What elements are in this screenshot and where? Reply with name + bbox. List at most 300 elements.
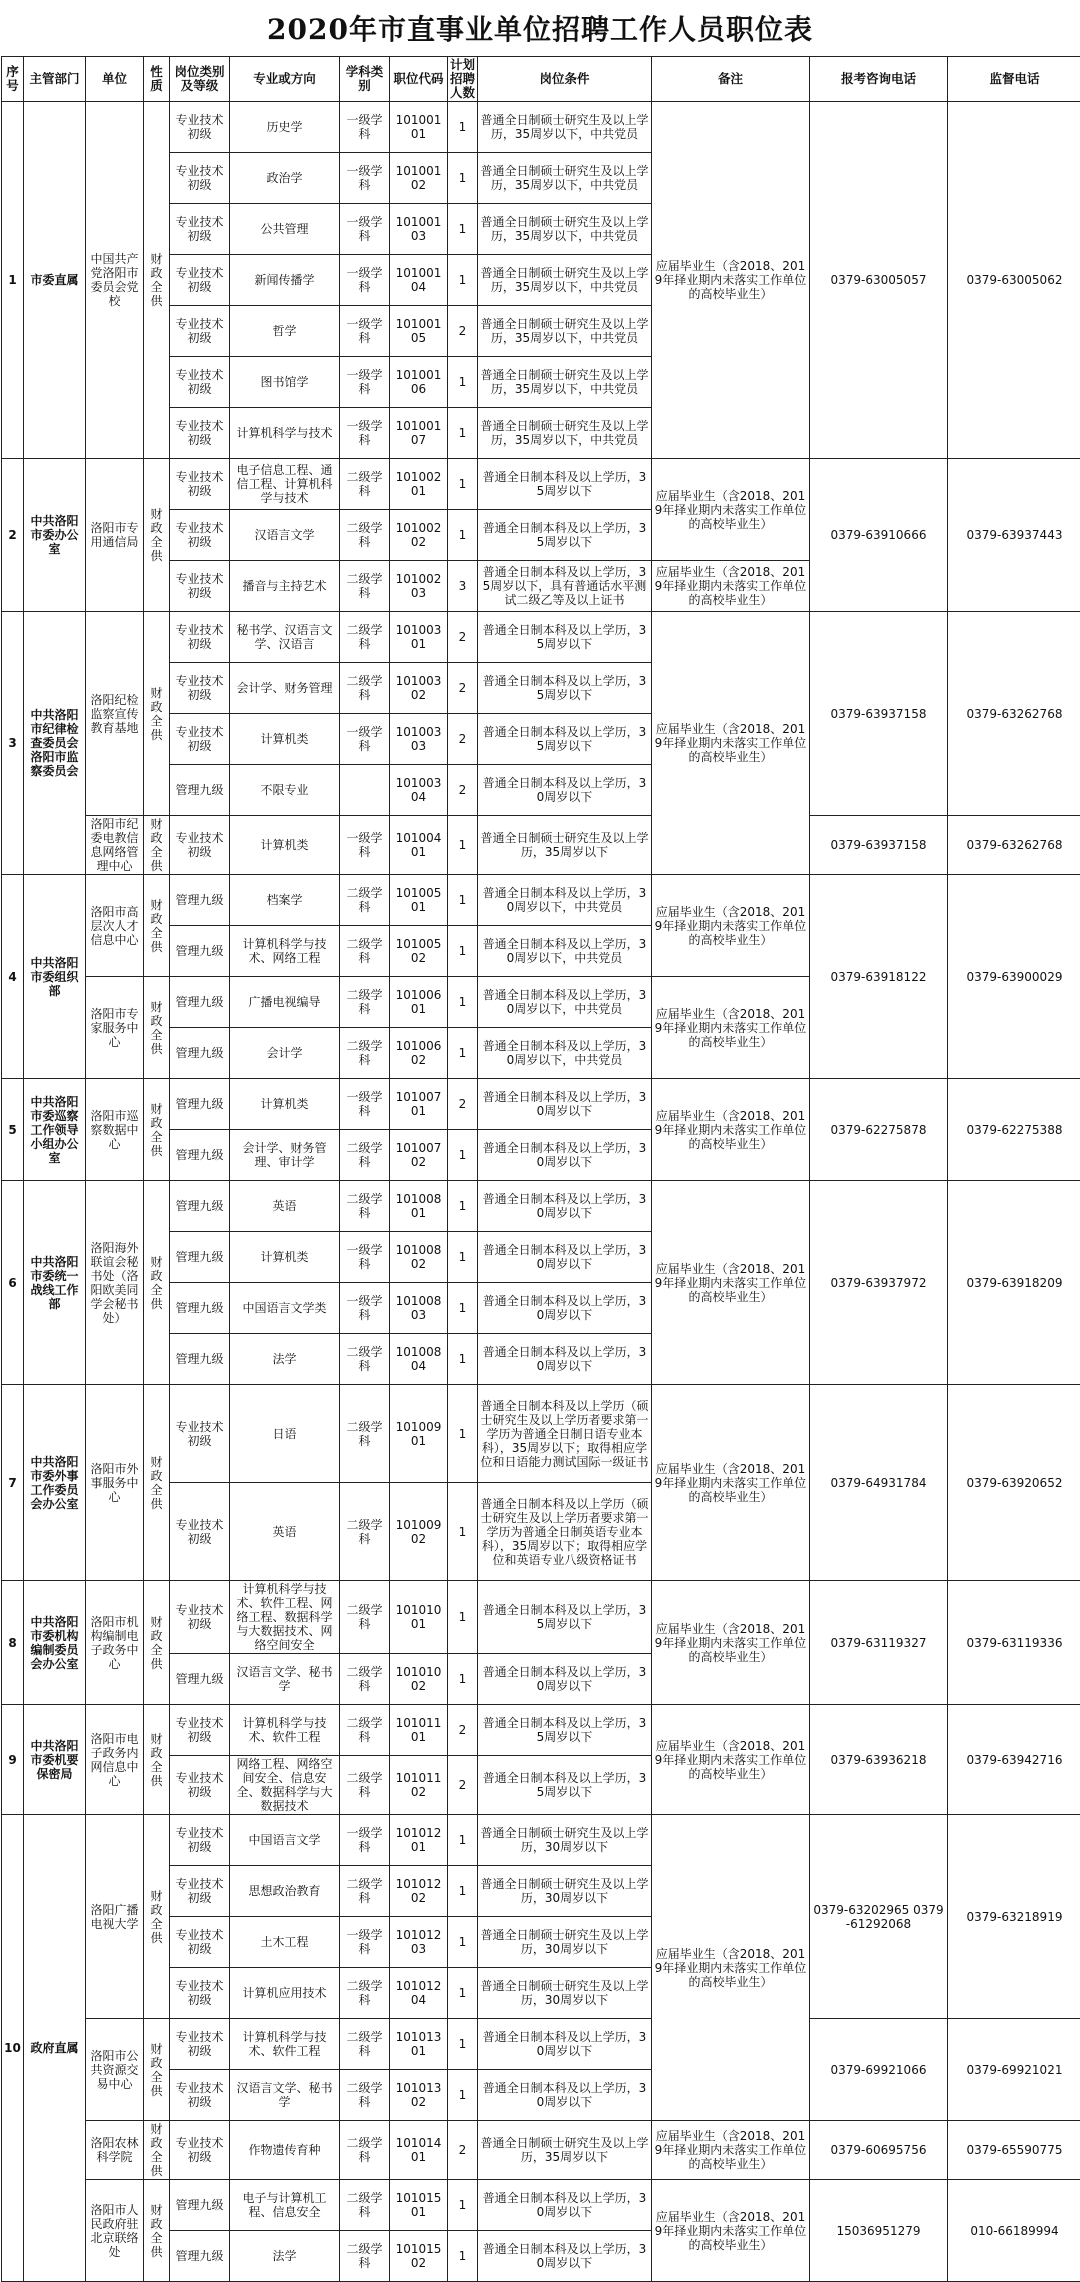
subject-category-cell: 二级学科 [340,1654,390,1705]
header-cell: 序号 [2,57,24,102]
post-code-cell: 10100804 [390,1334,448,1385]
unit-cell: 洛阳市外事服务中心 [86,1385,144,1581]
supervision-phone-cell: 0379-63918209 [948,1181,1080,1385]
major-cell: 汉语言文学、秘书学 [230,2070,340,2121]
unit-cell: 洛阳市巡察数据中心 [86,1079,144,1181]
headcount-cell: 1 [448,255,478,306]
headcount-cell: 1 [448,1581,478,1654]
major-cell: 不限专业 [230,765,340,816]
row-number-cell: 10 [2,1815,24,2282]
header-cell: 单位 [86,57,144,102]
post-level-cell: 专业技术初级 [170,357,230,408]
requirements-cell: 普通全日制本科及以上学历，30周岁以下，中共党员 [478,875,652,926]
post-code-cell: 10101301 [390,2019,448,2070]
supervision-phone-cell: 0379-62275388 [948,1079,1080,1181]
subject-category-cell: 一级学科 [340,1232,390,1283]
unit-cell: 洛阳市专用通信局 [86,459,144,612]
funding-cell: 财政全供 [144,1079,170,1181]
post-code-cell: 10100501 [390,875,448,926]
requirements-cell: 普通全日制硕士研究生及以上学历，35周岁以下 [478,816,652,875]
funding-cell: 财政全供 [144,1705,170,1815]
inquiry-phone-cell: 15036951279 [810,2180,948,2282]
funding-cell: 财政全供 [144,102,170,459]
supervision-phone-cell: 0379-63218919 [948,1815,1080,2019]
department-cell: 中共洛阳市委机要保密局 [24,1705,86,1815]
post-code-cell: 10100105 [390,306,448,357]
post-level-cell: 专业技术初级 [170,204,230,255]
header-row [2,57,1080,102]
major-cell: 电子与计算机工程、信息安全 [230,2180,340,2231]
requirements-cell: 普通全日制本科及以上学历，35周岁以下 [478,663,652,714]
requirements-cell: 普通全日制本科及以上学历，30周岁以下 [478,1079,652,1130]
department-cell: 市委直属 [24,102,86,459]
post-level-cell: 专业技术初级 [170,306,230,357]
major-cell: 计算机应用技术 [230,1968,340,2019]
post-level-cell: 专业技术初级 [170,510,230,561]
post-code-cell: 10101502 [390,2231,448,2282]
supervision-phone-cell: 0379-63937443 [948,459,1080,612]
requirements-cell: 普通全日制本科及以上学历，30周岁以下 [478,765,652,816]
headcount-cell: 1 [448,1866,478,1917]
post-level-cell: 专业技术初级 [170,1385,230,1483]
table-row [2,1581,1080,1654]
requirements-cell: 普通全日制硕士研究生及以上学历，35周岁以下，中共党员 [478,255,652,306]
headcount-cell: 2 [448,1705,478,1756]
supervision-phone-cell: 0379-63920652 [948,1385,1080,1581]
post-code-cell: 10100802 [390,1232,448,1283]
table-row [2,816,1080,875]
post-level-cell: 专业技术初级 [170,1866,230,1917]
requirements-cell: 普通全日制本科及以上学历，30周岁以下 [478,2019,652,2070]
headcount-cell: 1 [448,1654,478,1705]
requirements-cell: 普通全日制硕士研究生及以上学历，35周岁以下，中共党员 [478,153,652,204]
supervision-phone-cell: 0379-63942716 [948,1705,1080,1815]
department-cell: 中共洛阳市委机构编制委员会办公室 [24,1581,86,1705]
header-cell: 岗位类别及等级 [170,57,230,102]
row-number-cell: 6 [2,1181,24,1385]
subject-category-cell: 一级学科 [340,153,390,204]
post-code-cell: 10100106 [390,357,448,408]
requirements-cell: 普通全日制硕士研究生及以上学历，35周岁以下，中共党员 [478,306,652,357]
headcount-cell: 1 [448,1334,478,1385]
post-code-cell: 10100201 [390,459,448,510]
unit-cell: 洛阳市机构编制电子政务中心 [86,1581,144,1705]
headcount-cell: 2 [448,612,478,663]
header-cell: 学科类别 [340,57,390,102]
major-cell: 计算机类 [230,1079,340,1130]
unit-cell: 洛阳市专家服务中心 [86,977,144,1079]
major-cell: 播音与主持艺术 [230,561,340,612]
major-cell: 哲学 [230,306,340,357]
subject-category-cell: 二级学科 [340,1756,390,1815]
major-cell: 日语 [230,1385,340,1483]
subject-category-cell: 二级学科 [340,1581,390,1654]
table-row [2,102,1080,153]
remarks-cell: 应届毕业生（含2018、2019年择业期内未落实工作单位的高校毕业生） [652,561,810,612]
unit-cell: 中国共产党洛阳市委员会党校 [86,102,144,459]
remarks-cell: 应届毕业生（含2018、2019年择业期内未落实工作单位的高校毕业生） [652,1079,810,1181]
inquiry-phone-cell: 0379-64931784 [810,1385,948,1581]
post-code-cell: 10100104 [390,255,448,306]
requirements-cell: 普通全日制本科及以上学历，30周岁以下 [478,1334,652,1385]
subject-category-cell: 二级学科 [340,1334,390,1385]
header-cell: 监督电话 [948,57,1080,102]
subject-category-cell: 一级学科 [340,255,390,306]
inquiry-phone-cell: 0379-63936218 [810,1705,948,1815]
requirements-cell: 普通全日制本科及以上学历，30周岁以下 [478,1283,652,1334]
major-cell: 历史学 [230,102,340,153]
headcount-cell: 2 [448,714,478,765]
headcount-cell: 1 [448,1028,478,1079]
subject-category-cell: 二级学科 [340,2180,390,2231]
major-cell: 计算机类 [230,714,340,765]
supervision-phone-cell: 0379-63005062 [948,102,1080,459]
subject-category-cell: 二级学科 [340,459,390,510]
post-code-cell: 10101302 [390,2070,448,2121]
headcount-cell: 1 [448,1917,478,1968]
header-cell: 计划招聘人数 [448,57,478,102]
post-code-cell: 10100502 [390,926,448,977]
major-cell: 电子信息工程、通信工程、计算机科学与技术 [230,459,340,510]
headcount-cell: 1 [448,102,478,153]
major-cell: 英语 [230,1181,340,1232]
requirements-cell: 普通全日制本科及以上学历，35周岁以下 [478,1705,652,1756]
subject-category-cell: 二级学科 [340,1181,390,1232]
major-cell: 网络工程、网络空间安全、信息安全、数据科学与大数据技术 [230,1756,340,1815]
major-cell: 新闻传播学 [230,255,340,306]
major-cell: 法学 [230,1334,340,1385]
remarks-cell: 应届毕业生（含2018、2019年择业期内未落实工作单位的高校毕业生） [652,459,810,561]
post-level-cell: 专业技术初级 [170,408,230,459]
post-code-cell: 10100901 [390,1385,448,1483]
post-level-cell: 专业技术初级 [170,1581,230,1654]
post-level-cell: 管理九级 [170,2180,230,2231]
remarks-cell: 应届毕业生（含2018、2019年择业期内未落实工作单位的高校毕业生） [652,1815,810,2121]
major-cell: 档案学 [230,875,340,926]
post-level-cell: 专业技术初级 [170,102,230,153]
supervision-phone-cell: 0379-63900029 [948,875,1080,1079]
remarks-cell: 应届毕业生（含2018、2019年择业期内未落实工作单位的高校毕业生） [652,612,810,875]
major-cell: 法学 [230,2231,340,2282]
header-cell: 专业或方向 [230,57,340,102]
subject-category-cell: 二级学科 [340,2019,390,2070]
inquiry-phone-cell: 0379-63910666 [810,459,948,612]
post-level-cell: 管理九级 [170,977,230,1028]
subject-category-cell: 一级学科 [340,1079,390,1130]
post-level-cell: 专业技术初级 [170,1756,230,1815]
remarks-cell: 应届毕业生（含2018、2019年择业期内未落实工作单位的高校毕业生） [652,1385,810,1581]
post-code-cell: 10100102 [390,153,448,204]
unit-cell: 洛阳市纪委电教信息网络管理中心 [86,816,144,875]
remarks-cell: 应届毕业生（含2018、2019年择业期内未落实工作单位的高校毕业生） [652,1581,810,1705]
headcount-cell: 2 [448,1756,478,1815]
positions-table [1,56,1080,2282]
funding-cell: 财政全供 [144,459,170,612]
post-code-cell: 10100602 [390,1028,448,1079]
remarks-cell: 应届毕业生（含2018、2019年择业期内未落实工作单位的高校毕业生） [652,2121,810,2180]
funding-cell: 财政全供 [144,2019,170,2121]
headcount-cell: 2 [448,663,478,714]
major-cell: 计算机类 [230,816,340,875]
funding-cell: 财政全供 [144,1181,170,1385]
headcount-cell: 1 [448,926,478,977]
major-cell: 会计学 [230,1028,340,1079]
post-code-cell: 10100702 [390,1130,448,1181]
headcount-cell: 1 [448,2070,478,2121]
inquiry-phone-cell: 0379-63937158 [810,816,948,875]
inquiry-phone-cell: 0379-63918122 [810,875,948,1079]
headcount-cell: 1 [448,1130,478,1181]
major-cell: 计算机科学与技术 [230,408,340,459]
requirements-cell: 普通全日制硕士研究生及以上学历，35周岁以下，中共党员 [478,102,652,153]
row-number-cell: 3 [2,612,24,875]
department-cell: 政府直属 [24,1815,86,2282]
funding-cell: 财政全供 [144,612,170,816]
row-number-cell: 9 [2,1705,24,1815]
subject-category-cell: 一级学科 [340,816,390,875]
major-cell: 计算机科学与技术、网络工程 [230,926,340,977]
supervision-phone-cell: 0379-65590775 [948,2121,1080,2180]
subject-category-cell: 二级学科 [340,1028,390,1079]
post-code-cell: 10101203 [390,1917,448,1968]
table-row [2,1385,1080,1483]
post-level-cell: 专业技术初级 [170,612,230,663]
headcount-cell: 1 [448,1815,478,1866]
headcount-cell: 1 [448,153,478,204]
subject-category-cell: 二级学科 [340,2070,390,2121]
row-number-cell: 8 [2,1581,24,1705]
requirements-cell: 普通全日制本科及以上学历，30周岁以下 [478,2231,652,2282]
table-row [2,2180,1080,2231]
post-code-cell: 10101501 [390,2180,448,2231]
post-code-cell: 10100304 [390,765,448,816]
post-level-cell: 专业技术初级 [170,714,230,765]
major-cell: 英语 [230,1483,340,1581]
table-row [2,1705,1080,1756]
post-code-cell: 10100803 [390,1283,448,1334]
headcount-cell: 1 [448,1232,478,1283]
post-level-cell: 专业技术初级 [170,2019,230,2070]
headcount-cell: 1 [448,2019,478,2070]
remarks-cell: 应届毕业生（含2018、2019年择业期内未落实工作单位的高校毕业生） [652,2180,810,2282]
post-code-cell: 10100401 [390,816,448,875]
post-code-cell: 10100101 [390,102,448,153]
subject-category-cell: 一级学科 [340,714,390,765]
subject-category-cell: 二级学科 [340,2231,390,2282]
requirements-cell: 普通全日制硕士研究生及以上学历，30周岁以下 [478,1815,652,1866]
major-cell: 思想政治教育 [230,1866,340,1917]
requirements-cell: 普通全日制硕士研究生及以上学历，35周岁以下，中共党员 [478,408,652,459]
post-code-cell: 10101202 [390,1866,448,1917]
post-code-cell: 10100902 [390,1483,448,1581]
department-cell: 中共洛阳市委组织部 [24,875,86,1079]
unit-cell: 洛阳市公共资源交易中心 [86,2019,144,2121]
table-row [2,1079,1080,1130]
major-cell: 计算机科学与技术、软件工程 [230,2019,340,2070]
unit-cell: 洛阳海外联谊会秘书处（洛阳欧美同学会秘书处） [86,1181,144,1385]
post-level-cell: 专业技术初级 [170,255,230,306]
headcount-cell: 1 [448,875,478,926]
post-level-cell: 专业技术初级 [170,2070,230,2121]
major-cell: 计算机科学与技术、软件工程、网络工程、数据科学与大数据技术、网络空间安全 [230,1581,340,1654]
post-code-cell: 10101001 [390,1581,448,1654]
unit-cell: 洛阳广播电视大学 [86,1815,144,2019]
post-level-cell: 管理九级 [170,1334,230,1385]
row-number-cell: 5 [2,1079,24,1181]
headcount-cell: 1 [448,357,478,408]
remarks-cell: 应届毕业生（含2018、2019年择业期内未落实工作单位的高校毕业生） [652,1705,810,1815]
inquiry-phone-cell: 0379-62275878 [810,1079,948,1181]
post-level-cell: 管理九级 [170,1283,230,1334]
supervision-phone-cell: 0379-63262768 [948,612,1080,816]
major-cell: 中国语言文学类 [230,1283,340,1334]
funding-cell: 财政全供 [144,816,170,875]
funding-cell: 财政全供 [144,875,170,977]
supervision-phone-cell: 0379-63119336 [948,1581,1080,1705]
remarks-cell: 应届毕业生（含2018、2019年择业期内未落实工作单位的高校毕业生） [652,102,810,459]
post-code-cell: 10101102 [390,1756,448,1815]
post-code-cell: 10100107 [390,408,448,459]
major-cell: 计算机类 [230,1232,340,1283]
requirements-cell: 普通全日制本科及以上学历，30周岁以下 [478,1654,652,1705]
subject-category-cell: 二级学科 [340,1130,390,1181]
post-code-cell: 10100303 [390,714,448,765]
remarks-cell: 应届毕业生（含2018、2019年择业期内未落实工作单位的高校毕业生） [652,977,810,1079]
header-cell: 职位代码 [390,57,448,102]
table-row [2,612,1080,663]
post-code-cell: 10100701 [390,1079,448,1130]
table-row [2,1181,1080,1232]
inquiry-phone-cell: 0379-63202965 0379-61292068 [810,1815,948,2019]
subject-category-cell: 二级学科 [340,612,390,663]
table-row [2,875,1080,926]
unit-cell: 洛阳市电子政务内网信息中心 [86,1705,144,1815]
headcount-cell: 2 [448,765,478,816]
subject-category-cell: 一级学科 [340,1917,390,1968]
headcount-cell: 1 [448,1385,478,1483]
headcount-cell: 3 [448,561,478,612]
subject-category-cell: 二级学科 [340,1968,390,2019]
department-cell: 中共洛阳市委巡察工作领导小组办公室 [24,1079,86,1181]
post-code-cell: 10101201 [390,1815,448,1866]
inquiry-phone-cell: 0379-63005057 [810,102,948,459]
post-code-cell: 10100203 [390,561,448,612]
subject-category-cell: 一级学科 [340,204,390,255]
post-level-cell: 管理九级 [170,2231,230,2282]
post-code-cell: 10101101 [390,1705,448,1756]
post-code-cell: 10100601 [390,977,448,1028]
supervision-phone-cell: 0379-63262768 [948,816,1080,875]
post-level-cell: 管理九级 [170,1028,230,1079]
unit-cell: 洛阳市人民政府驻北京联络处 [86,2180,144,2282]
subject-category-cell: 二级学科 [340,510,390,561]
inquiry-phone-cell: 0379-60695756 [810,2121,948,2180]
subject-category-cell: 二级学科 [340,663,390,714]
major-cell: 秘书学、汉语言文学、汉语言 [230,612,340,663]
requirements-cell: 普通全日制本科及以上学历，30周岁以下，中共党员 [478,1028,652,1079]
requirements-cell: 普通全日制硕士研究生及以上学历，30周岁以下 [478,1866,652,1917]
headcount-cell: 1 [448,1181,478,1232]
subject-category-cell: 二级学科 [340,926,390,977]
unit-cell: 洛阳农林科学院 [86,2121,144,2180]
requirements-cell: 普通全日制本科及以上学历，30周岁以下 [478,2070,652,2121]
post-level-cell: 管理九级 [170,1130,230,1181]
inquiry-phone-cell: 0379-63937972 [810,1181,948,1385]
requirements-cell: 普通全日制本科及以上学历，30周岁以下 [478,2180,652,2231]
inquiry-phone-cell: 0379-63937158 [810,612,948,816]
remarks-cell: 应届毕业生（含2018、2019年择业期内未落实工作单位的高校毕业生） [652,875,810,977]
post-code-cell: 10100202 [390,510,448,561]
requirements-cell: 普通全日制本科及以上学历，35周岁以下 [478,714,652,765]
post-level-cell: 专业技术初级 [170,1815,230,1866]
requirements-cell: 普通全日制本科及以上学历，35周岁以下 [478,1581,652,1654]
row-number-cell: 1 [2,102,24,459]
requirements-cell: 普通全日制本科及以上学历，35周岁以下，具有普通话水平测试二级乙等及以上证书 [478,561,652,612]
major-cell: 政治学 [230,153,340,204]
subject-category-cell: 一级学科 [340,408,390,459]
post-level-cell: 专业技术初级 [170,1705,230,1756]
headcount-cell: 1 [448,816,478,875]
subject-category-cell: 一级学科 [340,357,390,408]
funding-cell: 财政全供 [144,2180,170,2282]
headcount-cell: 1 [448,510,478,561]
post-code-cell: 10100801 [390,1181,448,1232]
requirements-cell: 普通全日制本科及以上学历（硕士研究生及以上学历者要求第一学历为普通全日制日语专业本科），35周岁以下；取得相应学位和日语能力测试国际一级证书 [478,1385,652,1483]
headcount-cell: 1 [448,977,478,1028]
remarks-cell: 应届毕业生（含2018、2019年择业期内未落实工作单位的高校毕业生） [652,1181,810,1385]
supervision-phone-cell: 010-66189994 [948,2180,1080,2282]
post-level-cell: 管理九级 [170,1181,230,1232]
subject-category-cell: 一级学科 [340,1815,390,1866]
requirements-cell: 普通全日制硕士研究生及以上学历，35周岁以下，中共党员 [478,204,652,255]
post-level-cell: 专业技术初级 [170,2121,230,2180]
post-code-cell: 10100103 [390,204,448,255]
headcount-cell: 1 [448,1483,478,1581]
major-cell: 中国语言文学 [230,1815,340,1866]
requirements-cell: 普通全日制本科及以上学历，30周岁以下 [478,1130,652,1181]
post-level-cell: 管理九级 [170,1654,230,1705]
headcount-cell: 1 [448,204,478,255]
subject-category-cell: 二级学科 [340,1385,390,1483]
row-number-cell: 4 [2,875,24,1079]
post-level-cell: 专业技术初级 [170,1968,230,2019]
requirements-cell: 普通全日制硕士研究生及以上学历，30周岁以下 [478,1917,652,1968]
requirements-cell: 普通全日制本科及以上学历，35周岁以下 [478,1756,652,1815]
funding-cell: 财政全供 [144,2121,170,2180]
subject-category-cell: 一级学科 [340,1283,390,1334]
major-cell: 作物遗传育种 [230,2121,340,2180]
headcount-cell: 1 [448,1283,478,1334]
table-row [2,1815,1080,1866]
subject-category-cell: 二级学科 [340,2121,390,2180]
post-level-cell: 管理九级 [170,926,230,977]
header-cell: 岗位条件 [478,57,652,102]
headcount-cell: 2 [448,306,478,357]
headcount-cell: 1 [448,1968,478,2019]
unit-cell: 洛阳纪检监察宣传教育基地 [86,612,144,816]
post-level-cell: 专业技术初级 [170,561,230,612]
post-code-cell: 10100302 [390,663,448,714]
table-row [2,2019,1080,2070]
funding-cell: 财政全供 [144,1581,170,1705]
post-level-cell: 专业技术初级 [170,816,230,875]
requirements-cell: 普通全日制本科及以上学历（硕士研究生及以上学历者要求第一学历为普通全日制英语专业本科），35周岁以下；取得相应学位和英语专业八级资格证书 [478,1483,652,1581]
post-level-cell: 专业技术初级 [170,1917,230,1968]
post-level-cell: 专业技术初级 [170,153,230,204]
major-cell: 汉语言文学、秘书学 [230,1654,340,1705]
department-cell: 中共洛阳市委外事工作委员会办公室 [24,1385,86,1581]
requirements-cell: 普通全日制硕士研究生及以上学历，35周岁以下 [478,2121,652,2180]
